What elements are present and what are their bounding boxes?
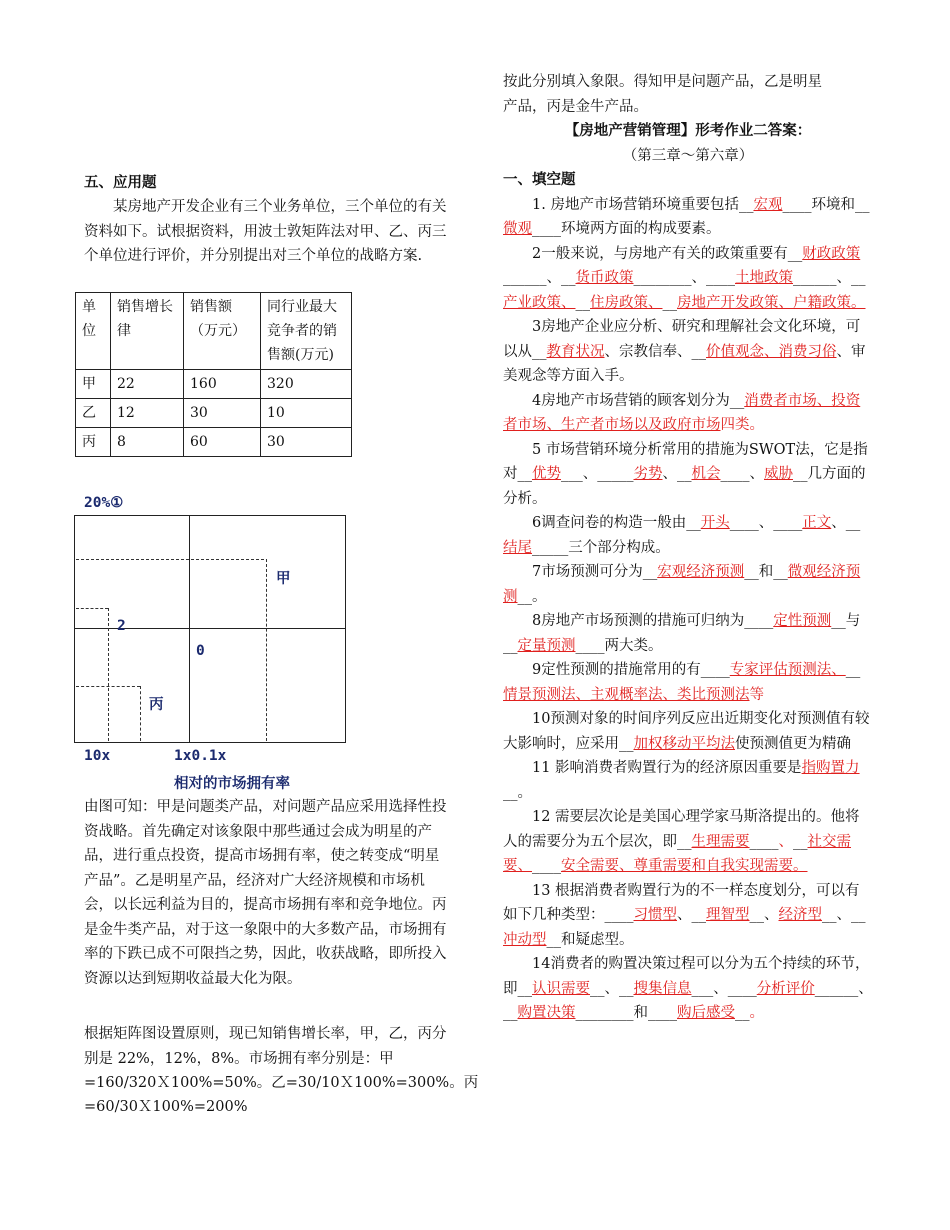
question-2: 2一般来说，与房地产有关的政策重要有__财政政策______、__货币政策________、____土地政策______、__产业政策、__住房政策、__房地产开发政策、户籍政策。 xyxy=(503,245,866,311)
question-3: 3房地产企业应分析、研究和理解社会文化环境，可以从__教育状况、宗教信奉、__价值观念、消费习俗、审美观念等方面入手。 xyxy=(503,319,866,384)
answers-subtitle: （第三章～第六章） xyxy=(622,147,754,164)
matrix-v-divider xyxy=(189,515,190,742)
question-7: 7市场预测可分为__宏观经济预测__和__微观经济预测__。 xyxy=(503,564,861,605)
question-10: 10预测对象的时间序列反应出近期变化对预测值有较大影响时，应采用__加权移动平均法使预测值更为精确 xyxy=(503,711,870,752)
table-header: 同行业最大竞争者的销售额(万元) xyxy=(261,293,352,370)
dashed-line xyxy=(266,559,267,741)
table-cell: 30 xyxy=(261,428,352,457)
label-bing: 丙 xyxy=(149,697,164,713)
table-cell: 8 xyxy=(111,428,184,457)
dashed-line xyxy=(108,608,109,741)
x-axis-left: 10x xyxy=(84,748,111,764)
matrix-frame xyxy=(74,515,346,743)
table-row xyxy=(76,399,352,428)
table-cell: 乙 xyxy=(76,399,111,428)
question-6: 6调查问卷的构造一般由__开头____、____正文、__结尾_____三个部分构成。 xyxy=(503,515,861,556)
fill-blank-section-title: 一、填空题 xyxy=(503,171,576,188)
question-4: 4房地产市场营销的顾客划分为__消费者市场、投资者市场、生产者市场以及政府市场四类。 xyxy=(503,392,861,433)
section-title: 五、应用题 xyxy=(84,174,157,191)
table-row xyxy=(76,428,352,457)
x-axis-title: 相对的市场拥有率 xyxy=(174,776,290,792)
table-cell: 甲 xyxy=(76,370,111,399)
calc-line-3: =60/30Ｘ100%=200% xyxy=(84,1099,248,1115)
dashed-line xyxy=(76,559,264,560)
calc-line-2: =160/320Ｘ100%=50%。乙=30/10Ｘ100%=300%。丙 xyxy=(84,1075,479,1091)
table-cell: 12 xyxy=(111,399,184,428)
dashed-line xyxy=(76,608,108,609)
question-5: 5 市场营销环境分析常用的措施为SWOT法，它是指对__优势___、_____劣势、__机会____、威胁__几方面的分析。 xyxy=(503,441,868,507)
table-header: 销售增长律 xyxy=(111,293,184,370)
question-12: 12 需要层次论是美国心理学家马斯洛提出的。他将人的需要分为五个层次，即__生理需要____、__社交需要、____安全需要、尊重需要和自我实现需要。 xyxy=(503,809,860,874)
x-axis-mid: 1x0.1x xyxy=(174,748,227,764)
sales-table xyxy=(75,292,352,457)
table-header: 单位 xyxy=(76,293,111,370)
calc-line-1: 根据矩阵图设置原则，现已知销售增长率，甲，乙，丙分别是 22%，12%，8%。市场拥有率分别是：甲 xyxy=(84,1026,447,1067)
question-9: 9定性预测的措施常用的有____专家评估预测法、__情景预测法、主观概率法、类比预测法等 xyxy=(503,662,861,703)
question-14: 14消费者的购置决策过程可以分为五个持续的环节，即__认识需要__、__搜集信息___、____分析评价______、__购置决策________和____购后感受__。 xyxy=(503,956,873,1021)
table-cell: 丙 xyxy=(76,428,111,457)
label-2: 2 xyxy=(117,618,126,634)
label-0: 0 xyxy=(196,643,205,659)
continuation-line: 按此分别填入象限。得知甲是问题产品，乙是明星 xyxy=(503,74,822,90)
continuation-line: 产品，丙是金牛产品。 xyxy=(503,98,648,115)
question-13: 13 根据消费者购置行为的不一样态度划分，可以有如下几种类型：____习惯型、__理智型__、经济型__、__冲动型__和疑虑型。 xyxy=(503,882,866,948)
answers-title: 【房地产营销管理】形考作业二答案： xyxy=(564,122,812,139)
question-11: 11 影响消费者购置行为的经济原因重要是指购置力__。 xyxy=(503,760,860,801)
table-cell: 320 xyxy=(261,370,352,399)
table-cell: 10 xyxy=(261,399,352,428)
label-jia: 甲 xyxy=(276,571,291,587)
dashed-line xyxy=(76,686,140,687)
question-1: 1. 房地产市场营销环境重要包括__宏观____环境和__微观____环境两方面的构成要素。 xyxy=(503,196,870,237)
table-cell: 22 xyxy=(111,370,184,399)
table-row xyxy=(76,370,352,399)
table-header: 销售额（万元） xyxy=(184,293,261,370)
table-cell: 30 xyxy=(184,399,261,428)
dashed-line xyxy=(140,686,141,741)
matrix-h-divider xyxy=(74,628,345,629)
question-8: 8房地产市场预测的措施可归纳为____定性预测__与__定量预测____两大类。 xyxy=(503,613,861,654)
matrix-top-label: 20%① xyxy=(84,495,124,511)
problem-text: 某房地产开发企业有三个业务单位，三个单位的有关资料如下。试根据资料，用波士敦矩阵法对甲、乙、丙三个单位进行评价，并分别提出对三个单位的战略方案. xyxy=(84,199,447,264)
table-cell: 60 xyxy=(184,428,261,457)
table-cell: 160 xyxy=(184,370,261,399)
analysis-text: 由图可知：甲是问题类产品，对问题产品应采用选择性投资战略。首先确定对该象限中那些通过会成为明星的产品，进行重点投资，提高市场拥有率，使之转变成“明星产品”。乙是明星产品，经济对广大经济规模和市场机会，以长远利益为目的，提高市场拥有率和竞争地位。丙是金牛类产品，对于这一象限中的大多数产品，市场拥有率的下跌已成不可限挡之势，因此，收获战略，即所投入资源以达到短期收益最大化为限。 xyxy=(84,799,447,987)
right-column xyxy=(503,70,873,1026)
table-header-row xyxy=(76,293,352,370)
